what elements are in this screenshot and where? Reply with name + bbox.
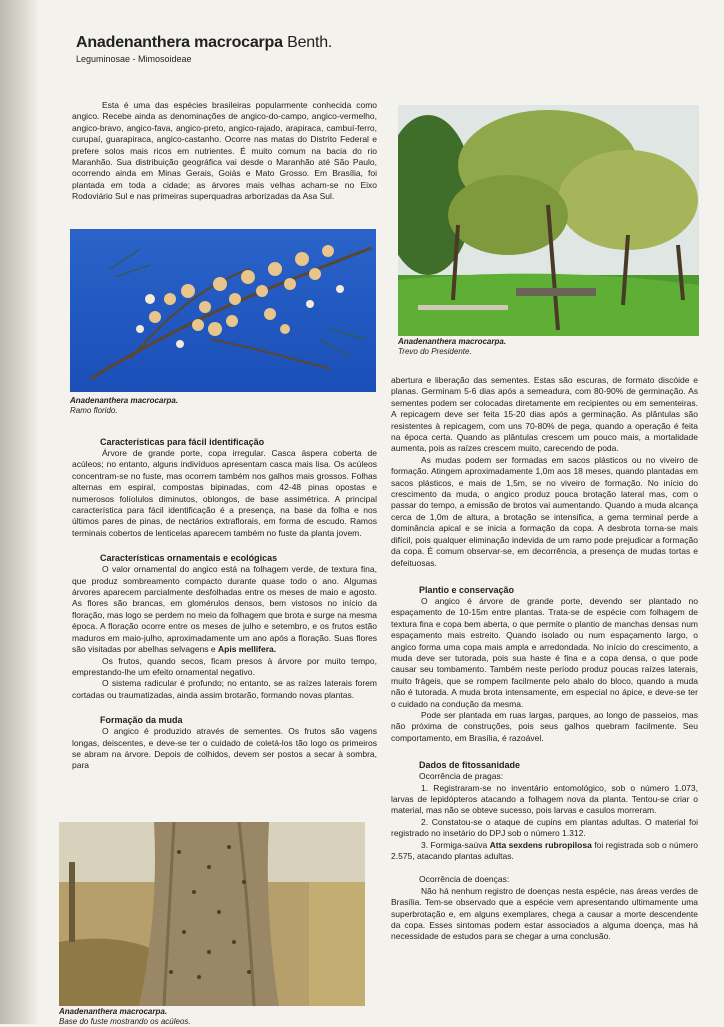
heading-formacao: Formação da muda (100, 715, 183, 726)
paragraph-ornamentais-2: Os frutos, quando secos, ficam presos à árvore por muito tempo, emprestando-lhe um efeito ornamental negativo. (72, 655, 377, 677)
paragraph-praga-1: 1. Registraram-se no inventário entomológico, sob o número 1.073, larvas de lepidópteros atacando a folhagem nova da planta. Tentou-se criar o material, mas não se obteve sucesso, pois larvas e casulos morreram. (391, 782, 698, 816)
right-sections (391, 375, 698, 943)
heading-identificacao: Características para fácil identificação (100, 437, 265, 447)
paragraph-praga-3 (391, 840, 698, 863)
title-author: Benth. (287, 34, 333, 51)
caption-fig2 (398, 337, 506, 357)
apis-mellifera-name: Apis mellifera. (218, 644, 277, 655)
paragraph-praga-2: 2. Constatou-se o ataque de cupins em plantas adultas. O material foi registrado no insetário do DPJ sob o número 1.312. (391, 816, 698, 839)
atta-sexdens-name: Atta sexdens rubropilosa (489, 839, 592, 850)
trunk-base-image (59, 822, 365, 1006)
paragraph-identificacao: Árvore de grande porte, copa irregular. Casca áspera coberta de acúleos; no entanto, alguns indivíduos apresentam casca mais lisa. Os acúleos concentram-se no fuste, mas ocorrem também nos galhos mais grossos. Folhas alternas em espiral, compostas bipinadas, com 42-48 pinas opostas e numerosos folíolulos diminutos, oblongos, de base assimétrica. A principal característica para fácil identificação é a presença, na base da folha e nos últimos pares de pinas, de nectários extraflorais, em forma de escudo. Ramos terminais cobertos de lenticelas aparecem também no fuste da planta jovem. (72, 448, 377, 538)
heading-fitossanidade: Dados de fitossanidade (419, 760, 521, 771)
heading-plantio: Plantio e conservação (419, 584, 515, 595)
paragraph-formacao-cont-1: abertura e liberação das sementes. Estas são escuras, de formato discóide e planas. Germinam 5-6 dias após a semeadura, com 80-90% de germinação. As sementes podem ser colocadas diretamente em recipientes ou em sementeiras. A repicagem deve ser feita 15-20 dias após a germinação. As plântulas são resistentes à repicagem, com uns 70-80% de pega, quando a operação é feita na época certa. Quando as plântulas crescem um pouco mais, a mortalidade aumenta, pois as raízes crescem muito, carecendo de poda. (391, 375, 698, 454)
family-name: Leguminosae - Mimosoideae (76, 54, 192, 64)
caption-fig1-text: Ramo florido. (70, 406, 118, 415)
intro-block (72, 100, 377, 203)
paragraph-plantio-1: O angico é árvore de grande porte, devendo ser plantado no espaçamento de 10-15m entre plantas. Trata-se de espécie com folhagem de textura fina e copa bem aberta, o que permite o plantio de manchas densas num espaçamento mais estreito. Quando isolado ou num espaçamento largo, o angico forma uma copa mais ampla e arredondada. No início do crescimento, a muda deve ser tutorada, pois sua haste é fina e a copa densa, o que pode causar seu tombamento. Também neste período produz poucas raízes laterais, muito frágeis, que se rompem facilmente pelo abalo do bloco, quando a muda não é tutorada. A muda brota intensamente, em especial no ápice, e deve-se ter o cuidado na condução da mesma. (391, 595, 698, 709)
book-spine-shadow (0, 0, 40, 1024)
heading-ornamentais: Características ornamentais e ecológicas (100, 553, 278, 564)
caption-fig1 (70, 396, 178, 416)
trevo-image (398, 105, 699, 336)
intro-paragraph: Esta é uma das espécies brasileiras popularmente conhecida como angico. Recebe ainda as denominações de angico-do-campo, angico-vermelho, angico-bravo, angico-fava, angico-preto, angico-rajado, arapiraca, cambuí-ferro, curupaí, guarapiraca, angico-castanho. Ocorre nas matas do Distrito Federal e prefere solos mais ricos em nutrientes. É muito comum na bacia do rio Maranhão. Sua distribuição geográfica vai desde o Maranhão até São Paulo, ocorrendo ainda em Minas Gerais, Goiás e Mato Grosso. Em Brasília, foi plantada em toda a cidade; as árvores mais velhas acham-se no Eixo Rodoviário Sul e nas primeiras superquadras arborizadas da Asa Sul. (72, 100, 377, 202)
caption-fig3-text: Base do fuste mostrando os acúleos. (59, 1017, 191, 1026)
ornamentais-p1-text: O valor ornamental do angico está na folhagem verde, de textura fina, que produz sombreamento compacto durante quase todo o ano. Algumas árvores aparecem parcialmente desfolhadas entre os meses de maio e agosto. As flores são brancas, em glomérulos densos, bem vistosos no início da floração, mas logo se perdem no meio da folhagem que brota e surge na mesma época. A floração ocorre entre os meses de julho e setembro, e os frutos estão maduros em maio-julho, aproximadamente um ano após a floração. Suas flores são visitadas por abelhas selvagens e (72, 564, 377, 655)
subheading-pragas: Ocorrência de pragas: (419, 771, 504, 782)
caption-fig1-species: Anadenanthera macrocarpa. (70, 396, 179, 405)
paragraph-formacao: O angico é produzido através de sementes. Os frutos são vagens longas, deiscentes, e deve-se ter o cuidado de coletá-los tão logo os primeiros se abram na árvore. Depois de colhidos, devem ser postos a secar à sombra, para (72, 726, 377, 771)
caption-fig2-species: Anadenanthera macrocarpa. (398, 337, 507, 346)
photo-trevo-do-presidente (398, 105, 699, 336)
paragraph-doencas: Não há nenhum registro de doenças nesta espécie, nas áreas verdes de Brasília. Tem-se observado que a espécie vem apresentando ultimamente uma superbrotação e, em alguns exemplares, chega a causar a morte descendente da copa. Esses sintomas podem estar associados a alguma doença, mas há necessidade de estudos para se chegar a uma conclusão. (391, 885, 698, 942)
paragraph-ornamentais-1 (72, 564, 377, 655)
flowering-branch-image (70, 229, 376, 392)
praga-3-text-a: 3. Formiga-saúva (421, 839, 488, 850)
praga-3-text-c: foi registrada sob o número 2.575, atacando plantas adultas. (391, 839, 698, 862)
paragraph-ornamentais-3: O sistema radicular é profundo; no entanto, se as raízes laterais forem cortadas ou traumatizadas, ainda assim brotarão, formando novas plantas. (72, 678, 377, 700)
photo-flowering-branch (70, 229, 376, 392)
caption-fig3 (59, 1007, 191, 1027)
photo-trunk-base (59, 822, 365, 1006)
title-species: Anadenanthera macrocarpa (76, 34, 283, 51)
left-sections (72, 437, 377, 772)
subheading-doencas: Ocorrência de doenças: (419, 874, 510, 885)
paragraph-plantio-2: Pode ser plantada em ruas largas, parques, ao longo de passeios, mas não próxima de construções, pois seus galhos quebram facilmente. Seu comportamento, em Brasília, é razoável. (391, 709, 698, 743)
paragraph-formacao-cont-2: As mudas podem ser formadas em sacos plásticos ou no viveiro de formação. Atingem aproximadamente 1,0m aos 18 meses, quando plantadas em sacos plásticos, e mais de 1,5m, se no viveiro de formação. No início do crescimento da muda, o angico produz pouca brotação lateral mas, com o passar do tempo, a emissão de brotos vai aumentando. Quando a muda alcança cerca de 1,0m de altura, a brotação se intensifica, a gema terminal perde a dominância apical e se inicia a formação da copa. A desbrota torna-se mais difícil, pois qualquer eliminação indevida de um ramo pode prejudicar a formação da copa. É comum observar-se, em decorrência, a presença de mudas tortas e defeituosas. (391, 454, 698, 568)
caption-fig2-text: Trevo do Presidente. (398, 347, 472, 356)
caption-fig3-species: Anadenanthera macrocarpa. (59, 1007, 168, 1016)
page-title (76, 34, 332, 52)
